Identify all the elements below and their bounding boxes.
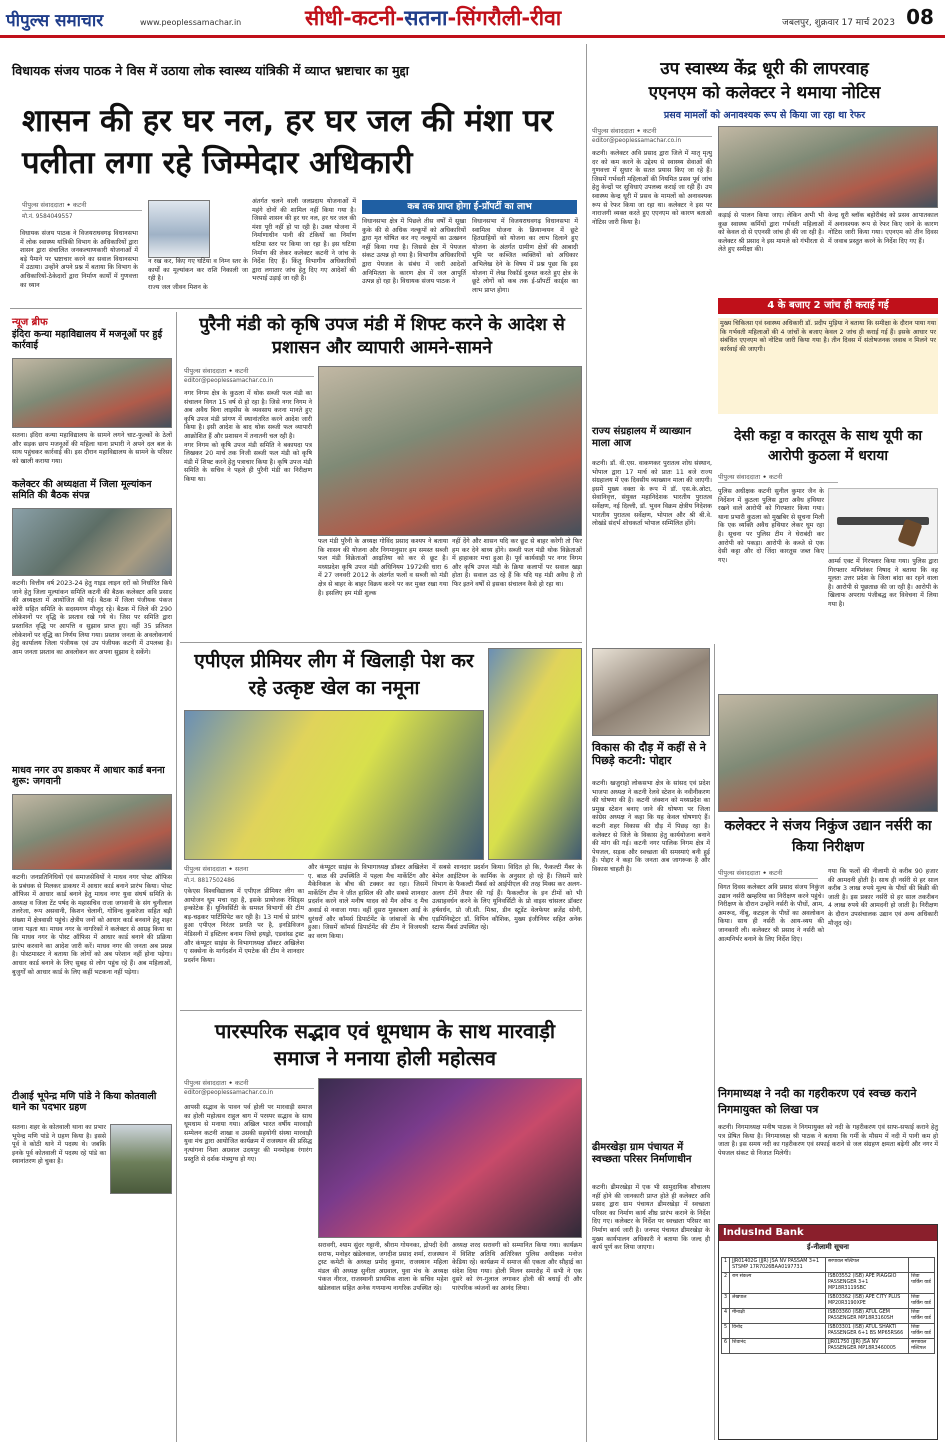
auction-row [722, 1339, 935, 1354]
byline-name: पीपुल्स संवाददाता [592, 127, 635, 135]
ipl-text1: एकेएस विश्वविद्यालय में एपीएल प्रीमियर लीग का आयोजन धूम मचा रहा है, इसके प्रायोजक रेसिड्स इन्कोटेक हैं। यूनिवर्सिटी के समस्त विभागों की टीम बड़-चढ़कर पार्टिसिपेट कर रही है। 13 मार्च से प्रारंभ हुआ एपीएल निरंतर प्रगति पर है, इनडिविजन मेडिसनी में इस्टिलर बनाम जियो हयड्रो, एडवांस्ड ट्रस्ट और कंप्यूटर साइंस के विभागाध्यक्ष डॉक्टर अखिलेश ए सक्सेना के मार्गदर्शन में एमटेक की टीम ने शानदार प्रदर्शन किया। [184, 888, 307, 964]
mandi-text3: नहीं देंगे और शासन यदि कर छूट से बाहर करेगी तो फिर हम कर देने बाध्य होंगे। सब्जी फल मंडी थोक विक्रेताओं में हाहाकार मचा हुआ है। पूर्व कार्यवाही पर नगर निगम और कृषि उपज मंडी के क्रिया कलापों पर सवाल खड़ा होता है। सवाल उठ रहे हैं कि यदि यह मंडी अवैध है तो फिर इतने वर्षों से इसका संचालन कैसे हो रहा था। [452, 538, 585, 588]
auction-cell: विनोद [730, 1324, 826, 1339]
ad-subtitle: ई-नीलामी सूचना [807, 1243, 849, 1251]
auction-cell: सरपावल मल्टिपल [909, 1339, 935, 1354]
gun-text1: पुलिस अधीक्षक कटनी सुनील कुमार जैन के निर्देशन में कुठला पुलिस द्वारा अवैध हथियार रखने वाले आरोपी को गिरफ्तार किया गया। थाना प्रभारी कुठला को मुखबिर से सूचना मिली कि एक व्यक्ति अवैध हथियार लेकर घूम रहा है। सूचना पर पुलिस टीम ने घेराबंदी कर आरोपी को पकड़ा। आरोपी के कब्जे से एक देसी कट्टा और दो जिंदा कारतूस जब्त किए गए। [718, 488, 827, 564]
nigam-text: कटनी। निगमाध्यक्ष मनीष पाठक ने निगमायुक्त को नदी के गहरीकरण एवं साफ-सफाई कराने हेतु पत्र प्रेषित किया है। निगमाध्यक्ष श्री पाठक ने बताया कि गर्मी के मौसम में नदी में पानी कम हो जाता है। इस समय नदी का गहरीकरण एवं सफाई कराने से जल संग्रहण क्षमता बढ़ेगी और नगर में पेयजल संकट से निजात मिलेगी। [718, 1124, 941, 1157]
edition-date: जबलपुर, शुक्रवार 17 मार्च 2023 [782, 18, 895, 28]
byline-name: पीपुल्स संवाददाता [184, 1079, 227, 1087]
ipl-byline: पीपुल्स संवाददाता • सतना [184, 864, 304, 875]
ipl-action-photo [488, 648, 582, 860]
byline-name: पीपुल्स संवाददाता [184, 865, 227, 873]
anm-text2: कड़ाई से पालन किया जाए। लेकिन अभी भी कुछ स्वास्थ्य कर्मियों द्वारा गर्भवती महिलाओं को केवल दो से एएनसी जांच ही की जा रही है। कलेक्टर श्री प्रसाद ने इस मामले को गंभीरता से लेते हुए समीक्षा की। [718, 212, 827, 254]
mandi-email[interactable]: editor@peoplessamachar.co.in [184, 378, 274, 384]
masthead [0, 0, 945, 38]
ad-table [721, 1257, 935, 1437]
gun-headline: देसी कट्टा व कारतूस के साथ यूपी का आरोपी कुठला में धराया [733, 428, 923, 464]
brief3-headline: माधव नगर उप डाकघर में आधार कार्ड बनना शुरू: जगवानी [12, 765, 165, 787]
brief4-headline: टीआई भूपेन्द्र मणि पांडे ने किया कोतवाली थाने का पदभार ग्रहण [12, 1091, 157, 1113]
holi-text1: आपसी सद्भाव के पावन पर्व होली पर मारवाड़ी समाज का होली महोत्सव राहुल बाग में परस्पर सद्भाव के साथ धूमधाम से मनाया गया। अखिल भारत वर्षीय मारवाड़ी सम्मेलन कटनी शाखा व उसकी सहयोगी संस्था मारवाड़ी युवा मंच द्वारा आयोजित कार्यक्रम में राजस्थान की प्रसिद्ध नृत्यांगना निशा अग्रवाल उदयपुर की मनमोहक रंगारंग प्रस्तुति से दर्शक मंत्रमुग्ध हो गए। [184, 1104, 315, 1163]
auction-cell: राम संकल्प [730, 1273, 826, 1294]
auction-cell: शिवानंद [730, 1339, 826, 1354]
mandi-photo [318, 366, 582, 536]
byline-city: कटनी [234, 1079, 249, 1087]
eproperty-box-title: कब तक प्राप्त होगा ई-प्रॉपर्टी का लाभ [362, 200, 577, 214]
anm-headline-line2: एएनएम को कलेक्टर ने थमाया नोटिस [648, 83, 881, 103]
auction-cell: ISB03360 (ISB) ATUL GEM PASSENGER MP18R3160SH [825, 1309, 908, 1324]
lead-byline: पीपुल्स संवाददाता • कटनी [22, 200, 142, 211]
anm-byline: पीपुल्स संवाददाता • कटनी [592, 126, 712, 137]
holi-byline: पीपुल्स संवाददाता • कटनी [184, 1078, 314, 1089]
brief2-headline: कलेक्टर की अध्यक्षता में जिला मूल्यांकन समिति की बैठक संपन्न [12, 479, 152, 501]
development-headline: विकास की दौड़ में कहीं से ने पिछड़े कटनी: पोद्दार [592, 741, 706, 767]
auction-cell: 6 [722, 1339, 730, 1354]
mandi-text2: फल मंडी पुरैनी के अध्यक्ष गोविंद प्रसाद कश्यप ने बताया कि शासन की योजना और निगमानुसार हम समस्त सब्जी फल मंडी विक्रेताओं आढ़तिया को कर से छूट है। मध्यप्रदेश कृषि उपज मंडी अधिनियम 1972की धारा 6 में 27 जनवरी 2012 के अंतर्गत फलों व सब्जी को मंडी क्षेत्र से बाहर के बाहर विक्रय करने पर कर मुक्त रखा गया है। इसलिए हम मंडी शुल्क [318, 538, 451, 597]
auction-cell: 1 [722, 1258, 730, 1273]
byline-city: कटनी [768, 869, 783, 877]
brief4-text: सतना। शहर के कोतवाली थाना का प्रभार भूपेन्द्र मणि पांडे ने ग्रहण किया है। इससे पूर्व वे कोठी थाने में पदस्थ थे। जबकि इनके पूर्व कोतवाली में पदस्थ रहे पांडे का स्थानांतरण हो चुका है। [12, 1124, 109, 1166]
auction-row [722, 1258, 935, 1273]
auction-cell: JJR01750 (JJR) JSA NV PASSENGER MP18R3460005 [825, 1339, 908, 1354]
anm-test-bar: 4 के बजाए 2 जांच ही कराई गई [718, 298, 938, 314]
development-text: कटनी। खजुराहो लोकसभा क्षेत्र के सांसद एवं प्रदेश भाजपा अध्यक्ष ने कटनी रेलवे स्टेशन के नवीनीकरण की घोषणा की है। कटनी जंक्शन को मध्यप्रदेश का प्रमुख स्टेशन बनाए जाने की घोषणा पर जिला कांग्रेस अध्यक्ष ने कहा कि यह केवल घोषणाएं हैं। कटनी शहर विकास की दौड़ में पिछड़ रहा है। कलेक्टर से जिले के विकास हेतु कार्ययोजना बनाने की मांग की गई। कटनी नगर पालिक निगम क्षेत्र में पेयजल, सड़क और स्वच्छता की समस्याएं बनी हुई हैं। पोद्दार ने कहा कि जनता अब जागरूक है और विकास चाहती है। [592, 780, 713, 873]
anm-headline-line1: उप स्वास्थ्य केंद्र धूरी की लापरवाह [660, 59, 869, 79]
anm-kicker: प्रसव मामलों को अनावश्यक रूप से किया जा रहा था रेफर [663, 110, 866, 121]
holi-text3: अध्यक्ष शरद सरावगी को सम्मानित किया गया। कार्यक्रम में विशिष्ट अतिथि अतिरिक्त पुलिस अधीक्षक मनोज केडिया रहे। कार्यक्रम में समाज की एकता और सौहार्द्र का संदेश दिया गया। होली मिलन समारोह में सभी ने एक दूसरे को रंग-गुलाल लगाकर होली की बधाई दी और पारंपरिक व्यंजनों का आनंद लिया। [452, 1242, 585, 1292]
auction-row [722, 1309, 935, 1324]
anm-bar-text: मुख्य चिकित्सा एवं स्वास्थ्य अधिकारी डॉ. प्रदीप मुड़िया ने बताया कि समीक्षा के दौरान पाया गया कि गर्भवती महिलाओं की 4 जांचों के बजाए केवल 2 जांच ही कराई गई हैं। इसके आधार पर संबंधित एएनएम को नोटिस जारी किया गया है। तीन दिवस में संतोषजनक जवाब न मिलने पर कार्रवाई की जाएगी। [718, 318, 938, 414]
auction-cell: 2 [722, 1273, 730, 1294]
bank-logo: IndusInd Bank [719, 1225, 937, 1241]
byline-city: कटनी [642, 127, 657, 135]
auction-cell: 4 [722, 1309, 730, 1324]
auction-cell: मीनाक्षी [730, 1309, 826, 1324]
auction-cell: शिवा पार्किंग यार्ड [909, 1324, 935, 1339]
auction-row [722, 1294, 935, 1309]
lead-mobile: मो.नं. 9584049557 [22, 214, 73, 220]
byline-city: कटनी [234, 367, 249, 375]
eproperty-box-col1: विधानसभा क्षेत्र में पिछले तीस वर्षों में सूखा कुके की से अधिक नल्कूपों को अधिकारियों द्वारा मृत घोषित कर नए नल्कूपों का उत्खनन नहीं किया गया है। जिससे क्षेत्र में पेयजल संकट उत्पन्न हो गया है। विभागीय अधिकारियों द्वारा पेयजल के संबंध में जारी आदेशों अनिमितता के कारण क्षेत्र में जल आपूर्ति उत्पन्न हो रहा है। विधायक संजय पाठक ने [362, 218, 469, 286]
byline-name: पीपुल्स संवाददाता [22, 201, 65, 209]
mandi-text1: नगर निगम क्षेत्र के कुठला में थोक सब्जी फल मंडी का संचालन विगत 15 वर्ष से हो रहा है। जिसे नगर निगम ने अब अवैध बिना लाइसेंस के व्यवसाय करना मानते हुए कृषि उपज मंडी प्रांगण में स्थानांतरित करने आदेश जारी किया है। इसी आदेश के बाद थोक सब्जी फल व्यापारी आक्रोशित हैं और प्रशासन में तनातनी चल रही है। नगर निगम को कृषि उपज मंडी समिति ने बकायदा पत्र लिखकर 20 मार्च तक निजी सब्जी फल मंडी को कृषि मंडी में शिफ्ट करने हेतु पत्राचार किया है। कृषि उपज मंडी समिति के सचिव ने पहले ही पुरैनी मंडी का निरीक्षण किया था। [184, 390, 312, 483]
brand-logo: पीपुल्स समाचार [6, 11, 104, 31]
lead-headline: शासन की हर घर नल, हर घर जल की मंशा पर पलीता लगा रहे जिम्मेदार अधिकारी [22, 103, 554, 181]
byline-name: पीपुल्स संवाददाता [718, 869, 761, 877]
brief2-text: कटनी। वित्तीय वर्ष 2023-24 हेतु गाइड लाइन दरों को निर्धारित किये जाने हेतु जिला मूल्यांकन समिति कटनी की बैठक कलेक्टर अवि प्रसाद की अध्यक्षता में आयोजित की गई। बैठक में जिला पंजीयक पंकज कोरी सहित समिति के सदस्यगण मौजूद रहे। बैठक में जिले की 290 लोकेशनों पर वृद्धि के प्रस्ताव रखे गये थे। जिस पर समिति द्वारा प्रस्तावित वृद्धि पर आपत्ति व सुझाव प्राप्त हुए। वहीं 35 प्रतिशत लोकेशनों पर वृद्धि का निर्णय लिया गया। प्रस्ताव जनता के अवलोकनार्थ हेतु कार्यालय जिला पंजीयक एवं उप पंजीयक कटनी में उपलब्ध है। आम जनता प्रस्ताव का अवलोकन कर अपना सुझाव दे सकेंगे। [12, 580, 175, 656]
news-brief-label: न्यूज ब्रीफ [12, 317, 48, 328]
dheemar-headline: ढीमरखेड़ा ग्राम पंचायत में स्वच्छता परिसर निर्माणाधीन [592, 1142, 692, 1165]
byline-city: कटनी [768, 473, 783, 481]
auction-cell: 5 [722, 1324, 730, 1339]
auction-row [722, 1324, 935, 1339]
ipl-mobile: मो.नं. 8817502486 [184, 878, 235, 884]
auction-cell: शिवा पार्किंग यार्ड [909, 1309, 935, 1324]
anm-text3: केन्द्र धूरी ब्लॉक बहोरीबंद को प्रसव आपातकाल में अनावश्यक रूप से रेफर किए जाने के कारण नोटिस जारी किया गया। एएनएम को तीन दिवस में जवाब प्रस्तुत करने के निर्देश दिए गए हैं। [828, 212, 941, 245]
brief2-photo [12, 508, 172, 576]
gun-photo [828, 488, 938, 554]
auction-cell: लेखपाल [730, 1294, 826, 1309]
byline-city: कटनी [72, 201, 87, 209]
byline-city: सतना [234, 865, 249, 873]
museum-text: कटनी। डॉ. वी.एस. वाकणकर पुरातत्व शोध संस्थान, भोपाल द्वारा 17 मार्च को प्रातः 11 बजे राज्य संग्रहालय में एक दिवसीय व्याख्यान माला की जाएगी। इसमें मुख्य वक्ता के रूप में डॉ. एस.के.ओटा, सेवानिवृत्त, संयुक्त महानिदेशक भारतीय पुरातत्व सर्वेक्षण, नई दिल्ली, डॉ. भुवन विक्रम क्षेत्रीय निदेशक भारतीय पुरातत्व सर्वेक्षण, भोपाल और श्री बी.वे. लोखंडे संदर्भ शोधकर्ता भोपाल सम्मिलित होंगे। [592, 460, 715, 528]
ipl-team-photo [184, 710, 484, 860]
auction-row [722, 1273, 935, 1294]
mandi-byline: पीपुल्स संवाददाता • कटनी [184, 366, 314, 377]
anm-meeting-photo [718, 126, 938, 208]
auction-cell: शिवा पार्किंग यार्ड [909, 1294, 935, 1309]
page-number: 08 [906, 5, 934, 29]
lead-col1: विधायक संजय पाठक ने विजयराघवगढ़ विधानसभा में लोक स्वास्थ्य यांत्रिकी विभाग के अधिकारियों द्वारा शासन द्वारा संचालित जनकल्याणकारी योजनाओं में बड़े पैमाने पर भ्रष्टाचार करने का सवाल विधानसभा में उठाया। उन्होंने अपने प्रश्न में बताया कि विभाग के अधिकारियों-ठेकेदारों द्वारा निर्माण कार्यों में गुणवत्ता का ध्यान [20, 230, 141, 289]
byline-name: पीपुल्स संवाददाता [184, 367, 227, 375]
auction-cell: ISB03301 (ISB) ATUL SHAKTI PASSENGER 6+1 BS MP65RS66 [825, 1324, 908, 1339]
holi-headline: पारस्परिक सद्भाव एवं धूमधाम के साथ मारवाड़ी समाज ने मनाया होली महोत्सव [214, 1019, 556, 1070]
indusind-ad [718, 1224, 938, 1440]
museum-headline: राज्य संग्रहालय में व्याख्यान माला आज [592, 426, 692, 449]
development-photo [592, 648, 710, 736]
edition-cities [305, 3, 725, 33]
ipl-text2: और कंप्यूटर साइंस के विभागाध्यक्ष डॉक्टर अखिलेश ए. बाळ की उपस्थिति में पहला मैच मार्केटिंग और मैकेनिकल के बीच की टक्कर का रहा। जिसमें मार्केटिंग टीम ने जीत हासिल की और सबसे शानदार प्रदर्शन करने वाले मनीष यादव को मैन ऑफ द मैच अवार्ड से नवाजा गया। वहीं दूसरा मुकाबला आईं के धुरंधरों और कॉमर्स डिपार्टमेंट के जांबाजों के बीच हुआ। जिसमें कॉमर्स डिपार्टमेंट की टीम ने विजयश्री का वरण किया। [308, 864, 431, 940]
cities-part-a: सीधी-कटनी- [305, 6, 405, 30]
nursery-byline: पीपुल्स संवाददाता • कटनी [718, 868, 818, 879]
ti-portrait-photo [110, 1124, 172, 1194]
site-url[interactable]: www.peoplessamachar.in [140, 18, 242, 27]
holi-email[interactable]: editor@peoplessamachar.co.in [184, 1090, 274, 1096]
auction-cell: सरपावल मल्टिपल [825, 1258, 908, 1273]
anm-text1: कटनी। कलेक्टर अवि प्रसाद द्वारा जिले में मातृ मृत्यु दर को कम करने के उद्देश्य से स्वास्थ्य सेवाओं की गुणवत्ता में सुधार के सतत प्रयास किए जा रहे हैं। जिसमें गर्भवती महिलाओं की नियमित प्रसव पूर्व जांच हेतु केन्द्रों पर सुविधाएं उपलब्ध कराई जा रही हैं। उप स्वास्थ्य केन्द्र धूरी में प्रसव के मामलों को अनावश्यक रूप से रेफर किया जा रहा था। कलेक्टर ने इस पर नाराजगी व्यक्त करते हुए एएनएम को कारण बताओ नोटिस जारी किया है। [592, 150, 715, 226]
auction-cell [909, 1258, 935, 1273]
brief3-photo [12, 794, 172, 870]
auction-table [721, 1257, 935, 1354]
ipl-text3: में सबसे शानदार प्रदर्शन किया। विदित हो कि, फैकल्टी मैंबर के बेमेल आईटियन के कार्मिक के अनुसार हो रहे हैं। जिसमें सारे विभाग के फैकल्टी मैंबर्स को आईपीएल की तरह मिक्स कर अलग-अलग टीमें तैयार की गई हैं। फैकल्टीज के इन टीमों को भी उत्साहवर्धन करने के लिए यूनिवर्सिटी के प्रो वाइस चांसलर डॉक्टर हर्षवर्धन, प्रो जी.सी. मिश्रा, डीन स्टूडेंट वेलफेयर ब्रजेंद्र सोनी, एडमिनिस्ट्रेटर डॉ. विपिन कौशिक, मुख्य इंजीनियर सहित अनेक स्टाफ मैंबर्स उपस्थित रहे। [432, 864, 585, 932]
mla-portrait-photo [148, 200, 210, 258]
brief3-text: कटनी। जनप्रतिनिधियों एवं समाजसेवियों ने माधव नगर पोस्ट ऑफिस के प्रबंधक से मिलकर डाकघर में आधार कार्ड बनाने प्रारंभ किया। पोस्ट ऑफिस में आधार कार्ड बनाने हेतु माधव नगर युवा संघर्ष समिति के अध्यक्ष व जिला टेंट पर्षद के महासचिव राजा जगवानी के संग चुनीलाल तलरेजा, रूप असवानी, किशन चेलानी, गोविन्द कुकरेजा सहित बड़ी संख्या में क्षेत्रवासी पहुंचे। क्षेत्रीय जनों को आधार कार्ड बनवाने हेतु शहर जाना पड़ता था। माधव नगर के नागरिकों ने कलेक्टर से आग्रह किया था कि माधव नगर के पोस्ट ऑफिस में आधार कार्ड बनाने की प्रक्रिया प्रारंभ करवाने का आदेश जारी करें। माधव नगर की जनता अब प्रसन्न है। पोस्टमास्टर ने बताया कि लोगों को अब परेशान नहीं होना पड़ेगा। आधार कार्ड बनाने के लिए सुबह से लोग पहुंच रहे हैं। अब महिलाओं, बुजुर्गों को आधार कार्ड के लिए कहीं भटकना नहीं पड़ेगा। [12, 874, 175, 976]
cities-part-b: सतना [404, 6, 448, 30]
lead-kicker: विधायक संजय पाठक ने विस में उठाया लोक स्वास्थ्य यांत्रिकी में व्याप्त भ्रष्टाचार का मुद्दा [12, 63, 409, 78]
brief1-headline: इंदिरा कन्या महाविद्यालय में मजनूओं पर हुई कार्रवाई [12, 329, 163, 351]
brief1-text: सतना। इंदिरा कन्या महाविद्यालय के सामने लगने चाट-फुल्कों के ठेलों और सड़क छाप मजनूओं की महिला थाना प्रभारी ने अपने दल बल के साथ पहुंचकर कार्रवाई की। इस दौरान महाविद्यालय के सामने के परिसर को खाली कराया गया। [12, 432, 175, 465]
anm-email[interactable]: editor@peoplessamachar.co.in [592, 138, 682, 144]
eproperty-box-col2: विधानसभा में विजयराघवगढ़ विधानसभा में स्वामित्व योजना के क्रियान्वयन में छूटे हितग्राहियों को योजना का लाभ दिलाने हुए योजना के अंतर्गत ग्रामीण क्षेत्रों की आबादी भूमि पर कब्जित व्यक्तियों को अधिकार अभिलेख देने के विषय में प्रश्न पूछा कि इस योजना में लेख रिकॉर्ड दुरुस्त करते हुए क्षेत्र के छूटे लोगों को कब तक ई-प्रॉपर्टी कार्ड्स का लाभ प्राप्त होगा। [472, 218, 581, 294]
holi-photo [318, 1078, 582, 1238]
byline-name: पीपुल्स संवाददाता [718, 473, 761, 481]
cities-part-c: -सिंगरौली-रीवा [447, 6, 562, 30]
mandi-headline: पुरैनी मंडी को कृषि उपज मंडी में शिफ्ट करने के आदेश से प्रशासन और व्यापारी आमने-सामने [199, 315, 565, 358]
nursery-headline: कलेक्टर ने संजय निकुंज उद्यान नर्सरी का किया निरीक्षण [724, 818, 932, 855]
lead-col2: अंतर्गत चलने वाली जलप्रदाय योजनाओं में महंगे दोनों की शामिल नहीं किया गया है। जिससे शासन की हर घर नल, हर घर जल की मंशा पूरी नहीं हो पा रही है। उक्त योजना में निर्माणाधीन पानी की टंकियों का निर्माण घटिया स्तर पर किया जा रहा है। इस घटिया निर्माण की लेकर कलेक्टर कटनी ने जांच के निर्देश दिए हैं। किंतु विभागीय अधिकारियों द्वारा लगातार जांच हेतु दिए गए आदेशों की भरपाई उड़ाई जा रही है। [252, 198, 359, 283]
dheemar-text: कटनी। ढीमरखेड़ा में एक भी सामुदायिक शौचालय नहीं होने की जानकारी प्राप्त होते ही कलेक्टर अवि प्रसाद द्वारा ग्राम पंचायत ढीमरखेड़ा में स्वच्छता परिसर का निर्माण कार्य शीघ्र प्रारंभ कराने के निर्देश दिए गए। कलेक्टर के निर्देश पर स्वच्छता परिसर का निर्माण कार्य जारी है। जनपद पंचायत ढीमरखेड़ा के मुख्य कार्यपालन अधिकारी ने बताया कि जल्द ही कार्य पूर्ण कर लिया जाएगा। [592, 1184, 713, 1252]
auction-cell: ISB03552 (ISB) APE PIAGGIO PASSENGER 3+1 MP18R3119SBC [825, 1273, 908, 1294]
nursery-photo [718, 694, 938, 812]
nigam-headline: निगमाध्यक्ष ने नदी का गहरीकरण एवं स्वच्छ कराने निगमायुक्त को लिखा पत्र [718, 1087, 917, 1116]
gun-byline: पीपुल्स संवाददाता • कटनी [718, 472, 838, 483]
auction-cell: JJR01402G (JJR) JSA NV PASSAM 3+1 STSMP 17R7026BAA0197731 [730, 1258, 826, 1273]
lead-col1b: न रख कर, किए गए घटिया व निम्न स्तर के कार्यों का मूल्यांकन कर राशि निकाली जा रही है। राज्य जल जीवन मिशन के [148, 258, 248, 291]
brief1-photo [12, 358, 172, 428]
gun-text2: आर्म्स एक्ट में गिरफ्तार किया गया। पुलिस द्वारा गिरफ्तार मणिशंकर निषाद ने बताया कि वह मूलतः उत्तर प्रदेश के जिला बांदा का रहने वाला है। आरोपी से पूछताछ की जा रही है। आरोपी के खिलाफ अपराध पंजीबद्ध कर विवेचना में लिया गया है। [828, 558, 941, 608]
auction-cell: 3 [722, 1294, 730, 1309]
ipl-headline: एपीएल प्रीमियर लीग में खिलाड़ी पेश कर रहे उत्कृष्ट खेल का नमूना [194, 650, 474, 699]
nursery-text2: गया कि फलों की नीलामी से करीब 90 हजार की आमदनी होती है। साथ ही नर्सरी से हर साल करीब 3 लाख रुपये मूल्य के पौधों की बिक्री की जाती है। इस प्रकार नर्सरी से हर साल तकरीबन 4 लाख रुपये की आमदनी हो जाती है। निरीक्षण के दौरान उपसंचालक उद्यान एवं अन्य अधिकारी मौजूद रहे। [828, 868, 941, 927]
auction-cell: शिवा पार्किंग यार्ड [909, 1273, 935, 1294]
holi-text2: सरावगी, श्याम सुंदर गट्टानी, श्रीराम गोयनका, द्रोपदी देवी सराफ, मनोहर खंडेलवाल, जगदीश प्रसाद शर्मा, राजस्थान ट्रस्ट कमेटी के अध्यक्ष प्रमोद कुमार, राजस्थान महिला मंडल की अध्यक्ष सुनीता अग्रवाल, युवा मंच के अध्यक्ष पंकज नीरज, राजस्थानी प्राथमिक शाला के सचिव महेश खंडेलवाल सहित अनेक गणमान्य नागरिक उपस्थित रहे। [318, 1242, 451, 1292]
auction-cell: ISB03362 (ISB) APE CITY PLUS MP20R3190XPE [825, 1294, 908, 1309]
nursery-text1: विगत दिवस कलेक्टर अवि प्रसाद संजय निकुंज उद्यान नर्सरी खम्हरिया का निरीक्षण करने पहुंचे। निरीक्षण के दौरान उन्होंने नर्सरी के पौधों, आम, अमरूद, नींबू, कटहल के पौधों का अवलोकन किया। साथ ही नर्सरी के आय-व्यय की जानकारी ली। कलेक्टर श्री प्रसाद ने नर्सरी को आत्मनिर्भर बनाने के लिए निर्देश दिए। [718, 884, 827, 943]
